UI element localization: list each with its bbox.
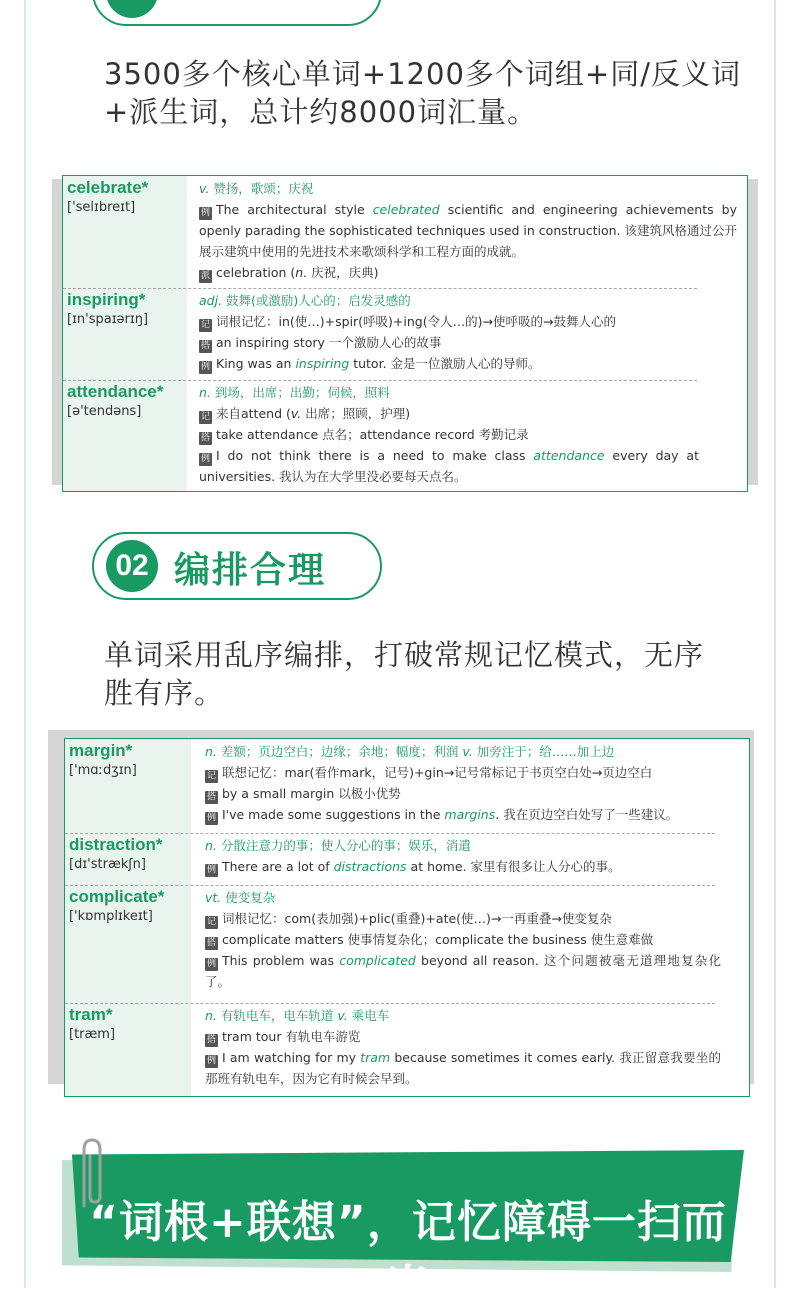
section-1-intro-line2: +派生词，总计约8000词汇量。 [104,95,538,129]
gloss: n. 差额；页边空白；边缘；余地；幅度；利润 v. 加旁注于；给……加上边 [205,744,615,759]
collocation: 搭 take attendance 点名；attendance record 考勤记录 [200,427,529,443]
headword: distraction* [69,835,163,854]
gloss: v. 赞扬，歌颂；庆祝 [199,181,314,196]
section-2-intro-line1: 单词采用乱序编排，打破常规记忆模式，无序 [104,638,705,672]
memory-tip: 记 词根记忆：in(使…)+spir(呼吸)+ing(令人…的)→使呼吸的→鼓舞人心的 [200,314,616,330]
entry-divider [65,885,715,886]
example-tag-icon: 例 [206,813,216,823]
paperclip-icon [70,1136,110,1216]
entry-divider [65,833,715,834]
collocation-tag-icon: 搭 [206,1035,216,1045]
example-tag-icon: 例 [206,865,216,875]
collocation-tag-icon: 搭 [200,341,210,351]
phonetic: [træm] [69,1027,116,1042]
example: 例 The architectural style celebrated scientific and engineering achievements by openly parading the sophisticated techniques used in construction. 该建筑风格通过公开展示建筑中使用的先进技术来歌颂科学和工程方面的成就。 [199,202,737,259]
collocation: 搭 complicate matters 使事情复杂化；complicate the business 使生意难做 [206,932,654,948]
section-1-header [92,0,382,26]
example-tag-icon: 例 [206,1056,216,1066]
memory-tag-icon: 记 [200,412,210,422]
entry-margin [65,739,749,833]
example: 例 I've made some suggestions in the margins. 我在页边空白处写了一些建议。 [206,807,679,823]
example-tag-icon: 例 [200,362,210,372]
definition-block [199,178,747,283]
definition-block [199,290,747,374]
headword: celebrate* [67,178,149,197]
section-2-intro-line2: 胜有序。 [104,676,225,710]
phonetic: ['selɪbreɪt] [67,200,136,215]
collocation-tag-icon: 搭 [200,433,210,443]
entry-inspiring [63,288,747,380]
memory-tip: 记 来自attend (v. 出席；照顾，护理) [200,406,411,422]
vocab-card-2 [64,738,750,1097]
entry-complicate [65,885,749,1003]
gloss: n. 有轨电车，电车轨道 v. 乘电车 [205,1008,390,1023]
phonetic: ['mɑːdʒɪn] [69,763,137,778]
phonetic: [ə'tendəns] [67,404,142,419]
collocation-tag-icon: 搭 [206,938,216,948]
section-2-intro [104,636,704,712]
example: 例 I do not think there is a need to make class attendance every day at universities. 我认为在大学里没必要每天点名。 [199,448,699,484]
collocation-tag-icon: 搭 [206,792,216,802]
section-2-number-badge: 02 [106,540,158,592]
gloss: n. 到场，出席；出勤；伺候，照料 [199,385,390,400]
headword: complicate* [69,887,165,906]
memory-tag-icon: 记 [206,917,216,927]
phonetic: ['kɒmplɪkeɪt] [69,909,153,924]
memory-tip: 记 词根记忆：com(表加强)+plic(重叠)+ate(使…)→一再重叠→使变复杂 [206,911,612,927]
example: 例 King was an inspiring tutor. 金是一位激励人心的导师。 [200,356,541,372]
gloss: adj. 鼓舞(或激励)人心的；启发灵感的 [199,293,411,308]
section-1-number-badge [106,0,158,18]
entry-divider [65,1003,715,1004]
section-2-title: 编排合理 [174,550,327,591]
example-tag-icon: 例 [200,454,210,464]
derivative-tag-icon: 派 [200,271,210,281]
section-1-intro-line1: 3500多个核心单词+1200多个词组+同/反义词 [104,57,741,91]
definition-block [205,887,749,992]
section-1-intro [104,55,741,131]
definition-block [205,835,749,877]
vocab-card-1 [62,175,748,492]
entry-celebrate [63,176,747,288]
example-tag-icon: 例 [206,959,216,969]
entry-attendance [63,380,747,492]
section-2-header [92,532,382,600]
collocation: 搭 an inspiring story 一个激励人心的故事 [200,335,442,351]
banner-text: “词根+联想”，记忆障碍一扫而光 [89,1197,727,1312]
collocation: 搭 tram tour 有轨电车游览 [206,1029,361,1045]
memory-tip: 记 联想记忆：mar(看作mark，记号)+gin→记号常标记于书页空白处→页边空白 [206,765,653,781]
example: 例 This problem was complicated beyond all reason. 这个问题被毫无道理地复杂化了。 [205,953,721,989]
derivative: 派 celebration (n. 庆祝，庆典) [200,265,379,281]
entry-tram [65,1003,749,1097]
headword: attendance* [67,382,164,401]
definition-block [205,741,749,825]
example: 例 There are a lot of distractions at home. 家里有很多让人分心的事。 [206,859,621,875]
example: 例 I am watching for my tram because sometimes it comes early. 我正留意我要坐的那班有轨电车，因为它有时候会早到。 [205,1050,721,1086]
definition-block [199,382,747,487]
example-tag-icon: 例 [200,208,210,218]
gloss: n. 分散注意力的事；使人分心的事；娱乐，消遣 [205,838,471,853]
phonetic: [dɪ'strækʃn] [69,857,146,872]
gloss: vt. 使变复杂 [205,890,276,905]
headword: inspiring* [67,290,146,309]
entry-divider [63,288,697,289]
phonetic: [ɪn'spaɪərɪŋ] [67,312,149,327]
headword: tram* [69,1005,113,1024]
definition-block [205,1005,749,1089]
memory-tag-icon: 记 [200,320,210,330]
memory-tag-icon: 记 [206,771,216,781]
entry-distraction [65,833,749,885]
entry-divider [63,380,697,381]
headword: margin* [69,741,133,760]
collocation: 搭 by a small margin 以极小优势 [206,786,401,802]
